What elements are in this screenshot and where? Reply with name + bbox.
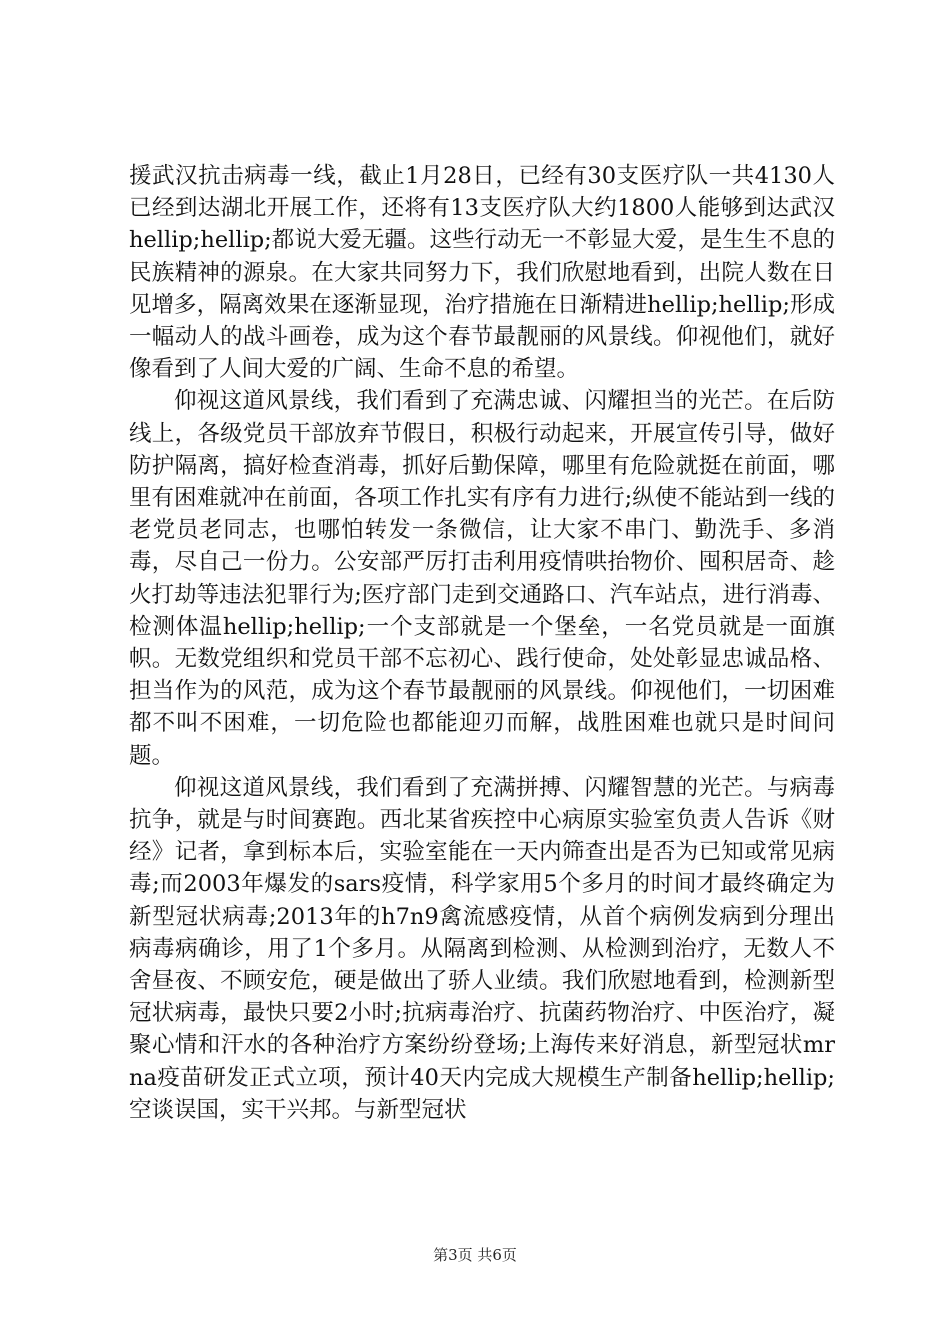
paragraph-2: 仰视这道风景线，我们看到了充满忠诚、闪耀担当的光芒。在后防线上，各级党员干部放弃节假日，积极行动起来，开展宣传引导，做好防护隔离，搞好检查消毒，抓好后勤保障，哪里有危险就挺在前面，哪里有困难就冲在前面，各项工作扎实有序有力进行;纵使不能站到一线的老党员老同志，也哪怕转发一条微信，让大家不串门、勤洗手、多消毒，尽自己一份力。公安部严厉打击利用疫情哄抬物价、囤积居奇、趁火打劫等违法犯罪行为;医疗部门走到交通路口、汽车站点，进行消毒、检测体温hellip;hellip;一个支部就是一个堡垒，一名党员就是一面旗帜。无数党组织和党员干部不忘初心、践行使命，处处彰显忠诚品格、担当作为的风范，成为这个春节最靓丽的风景线。仰视他们，一切困难都不叫不困难，一切危险也都能迎刃而解，战胜困难也就只是时间问题。 (129, 388, 835, 769)
paragraph-1: 援武汉抗击病毒一线，截止1月28日，已经有30支医疗队一共4130人已经到达湖北开展工作，还将有13支医疗队大约1800人能够到达武汉hellip;hellip;都说大爱无疆。这些行动无一不彰显大爱，是生生不息的民族精神的源泉。在大家共同努力下，我们欣慰地看到，出院人数在日见增多，隔离效果在逐渐显现，治疗措施在日渐精进hellip;hellip;形成一幅动人的战斗画卷，成为这个春节最靓丽的风景线。仰视他们，就好像看到了人间大爱的广阔、生命不息的希望。 (129, 163, 835, 383)
page-footer (0, 1245, 950, 1265)
document-body (129, 160, 835, 1126)
page-number-label: 第3页 共6页 (433, 1246, 517, 1264)
paragraph-3: 仰视这道风景线，我们看到了充满拼搏、闪耀智慧的光芒。与病毒抗争，就是与时间赛跑。西北某省疾控中心病原实验室负责人告诉《财经》记者，拿到标本后，实验室能在一天内筛查出是否为已知或常见病毒;而2003年爆发的sars疫情，科学家用5个多月的时间才最终确定为新型冠状病毒;2013年的h7n9禽流感疫情，从首个病例发病到分理出病毒病确诊，用了1个多月。从隔离到检测、从检测到治疗，无数人不舍昼夜、不顾安危，硬是做出了骄人业绩。我们欣慰地看到，检测新型冠状病毒，最快只要2小时;抗病毒治疗、抗菌药物治疗、中医治疗，凝聚心情和汗水的各种治疗方案纷纷登场;上海传来好消息，新型冠状mrna疫苗研发正式立项，预计40天内完成大规模生产制备hellip;hellip;空谈误国，实干兴邦。与新型冠状 (129, 774, 835, 1123)
